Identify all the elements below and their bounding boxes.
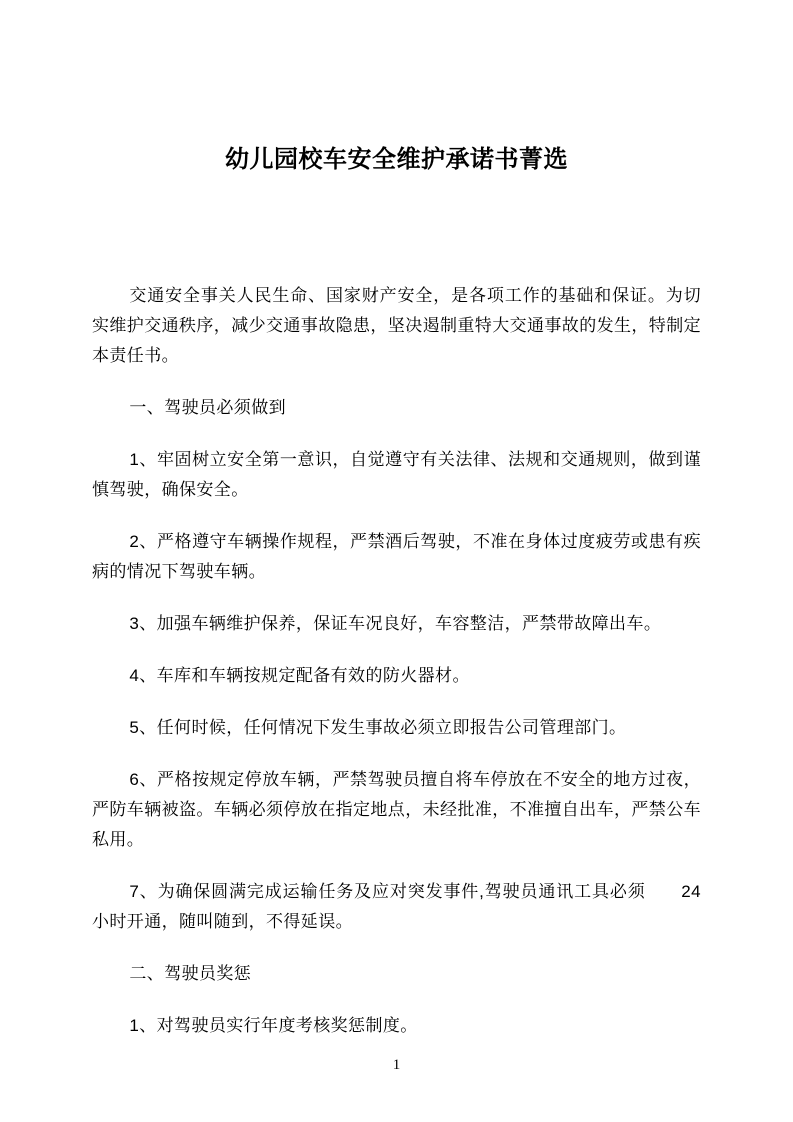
paragraph-item: 1、对驾驶员实行年度考核奖惩制度。 [129, 1016, 418, 1035]
paragraph-intro: 交通安全事关人民生命、国家财产安全，是各项工作的基础和保证。为切实维护交通秩序，减少交通事故隐患，坚决遏制重特大交通事故的发生，特制定本责任书。 [92, 286, 701, 365]
paragraph-item: 4、车库和车辆按规定配备有效的防火器材。 [129, 666, 470, 685]
page-number: 1 [392, 1057, 401, 1073]
paragraph-item: 1、牢固树立安全第一意识，自觉遵守有关法律、法规和交通规则，做到谨慎驾驶，确保安全。 [92, 450, 701, 499]
paragraph-item: 7、为确保圆满完成运输任务及应对突发事件,驾驶员通讯工具必须 24 小时开通，随叫随到，不得延误。 [92, 882, 701, 931]
paragraph-item: 6、严格按规定停放车辆，严禁驾驶员擅自将车停放在不安全的地方过夜，严防车辆被盗。车辆必须停放在指定地点，未经批准，不准擅自出车，严禁公车私用。 [92, 770, 701, 849]
document-title: 幼儿园校车安全维护承诺书菁选 [225, 146, 568, 173]
paragraph-item: 5、任何时候，任何情况下发生事故必须立即报告公司管理部门。 [129, 718, 627, 737]
document-content [0, 142, 793, 1041]
section-heading-2: 二、驾驶员奖惩 [129, 964, 252, 983]
paragraph-item: 3、加强车辆维护保养，保证车况良好，车容整洁，严禁带故障出车。 [129, 614, 662, 633]
section-heading-1: 一、驾驶员必须做到 [129, 398, 286, 417]
paragraph-item: 2、严格遵守车辆操作规程，严禁酒后驾驶，不准在身体过度疲劳或患有疾病的情况下驾驶车辆。 [92, 532, 701, 581]
